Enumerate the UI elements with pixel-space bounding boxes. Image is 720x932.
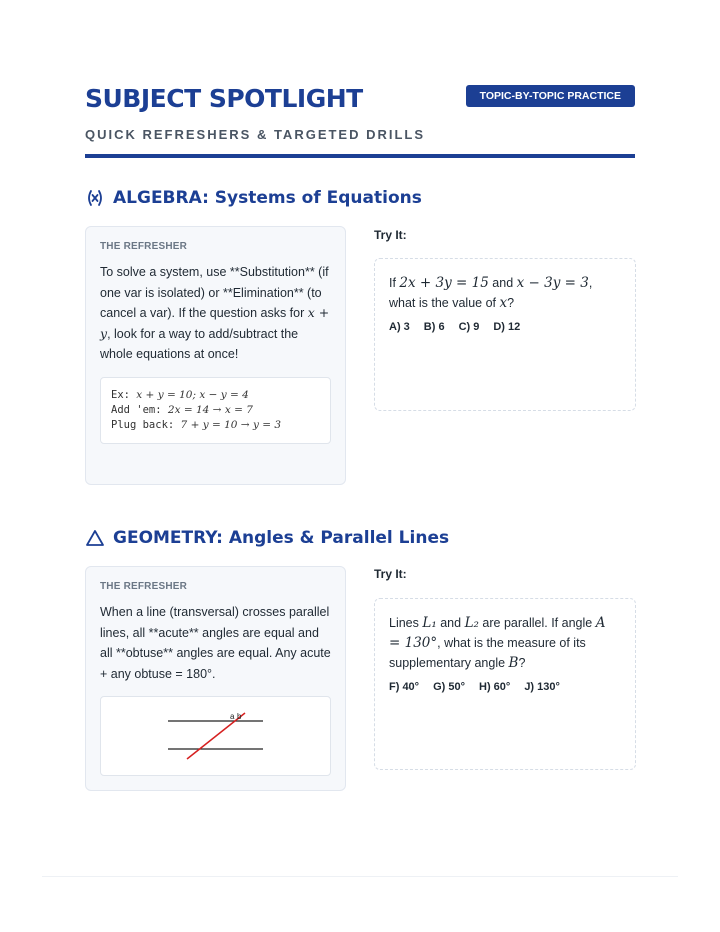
parallel-lines-diagram: [100, 696, 331, 776]
question-text: and: [488, 276, 517, 290]
question-math: L₂: [464, 615, 479, 631]
refresher-text-part: , look for a way to add/subtract the whole equations at once!: [100, 326, 299, 361]
refresher-label: THE REFRESHER: [100, 241, 188, 252]
question-text: ?: [518, 656, 526, 670]
question-math: A = 130°: [389, 615, 606, 651]
question-math: x − 3y = 3: [516, 275, 589, 291]
refresher-text: [100, 262, 331, 365]
page-header: [85, 84, 635, 142]
example-line: [111, 418, 320, 433]
angle-label-b: b: [237, 712, 242, 721]
refresher-text-part: To solve a system, use **Substitution** (if one var is isolated) or **Elimination** (to cancel a var). If the question asks for: [100, 265, 329, 320]
answer-choice[interactable]: F) 40°: [389, 681, 420, 693]
geometry-practice-box: [374, 598, 636, 770]
answer-choice[interactable]: B) 6: [423, 321, 445, 333]
topic-tag-badge: TOPIC-BY-TOPIC PRACTICE: [466, 85, 635, 107]
try-it-label: Try It:: [374, 228, 407, 242]
question-text: Lines: [389, 616, 423, 630]
geometry-refresher-card: [85, 566, 346, 791]
answer-choice[interactable]: C) 9: [458, 321, 480, 333]
algebra-section-heading: [85, 188, 422, 208]
answer-choice[interactable]: D) 12: [493, 321, 521, 333]
function-x-icon: [85, 188, 105, 208]
example-prefix: Plug back:: [111, 418, 181, 431]
answer-choice[interactable]: A) 3: [389, 321, 410, 333]
question-math: B: [508, 655, 519, 671]
geometry-section-title: GEOMETRY: Angles & Parallel Lines: [113, 528, 450, 548]
question-text: , what is the measure of its supplementary angle: [389, 636, 586, 670]
example-math: 2x = 14 → x = 7: [167, 403, 253, 416]
refresher-text: When a line (transversal) crosses parallel lines, all **acute** angles are equal and all **obtuse** angles are equal. Any acute + any obtuse = 180°.: [100, 605, 331, 681]
header-divider: [85, 154, 635, 158]
practice-question: [389, 273, 621, 313]
question-text: If: [389, 276, 400, 290]
answer-choice[interactable]: H) 60°: [479, 681, 511, 693]
refresher-label: THE REFRESHER: [100, 581, 188, 592]
algebra-section-title: ALGEBRA: Systems of Equations: [113, 188, 422, 208]
algebra-practice-box: [374, 258, 636, 411]
geometry-section-heading: [85, 528, 449, 548]
worked-example-box: [100, 377, 331, 444]
question-text: , what is the value of: [389, 276, 593, 310]
page-subtitle: QUICK REFRESHERS & TARGETED DRILLS: [85, 127, 426, 142]
example-math: x + y = 10; x − y = 4: [136, 388, 249, 401]
question-math: x: [499, 295, 508, 311]
refresher-math: x + y: [100, 305, 330, 341]
question-text: and: [436, 616, 465, 630]
question-math: 2x + 3y = 15: [399, 275, 489, 291]
footer-divider: [42, 876, 678, 877]
triangle-icon: [85, 528, 105, 548]
algebra-refresher-card: [85, 226, 346, 485]
example-prefix: Ex:: [111, 388, 137, 401]
answer-choice[interactable]: J) 130°: [524, 681, 560, 693]
answer-choice[interactable]: G) 50°: [433, 681, 465, 693]
example-prefix: Add 'em:: [111, 403, 168, 416]
example-line: [111, 403, 320, 418]
question-text: are parallel. If angle: [478, 616, 596, 630]
example-line: [111, 388, 320, 403]
try-it-label: Try It:: [374, 567, 407, 581]
example-math: 7 + y = 10 → y = 3: [180, 418, 282, 431]
angle-label-a: a: [230, 712, 235, 721]
question-math: L₁: [422, 615, 437, 631]
question-text: ?: [507, 296, 515, 310]
answer-choices: [389, 681, 621, 693]
page-title: SUBJECT SPOTLIGHT: [85, 84, 363, 113]
practice-question: [389, 613, 621, 673]
answer-choices: [389, 321, 621, 333]
